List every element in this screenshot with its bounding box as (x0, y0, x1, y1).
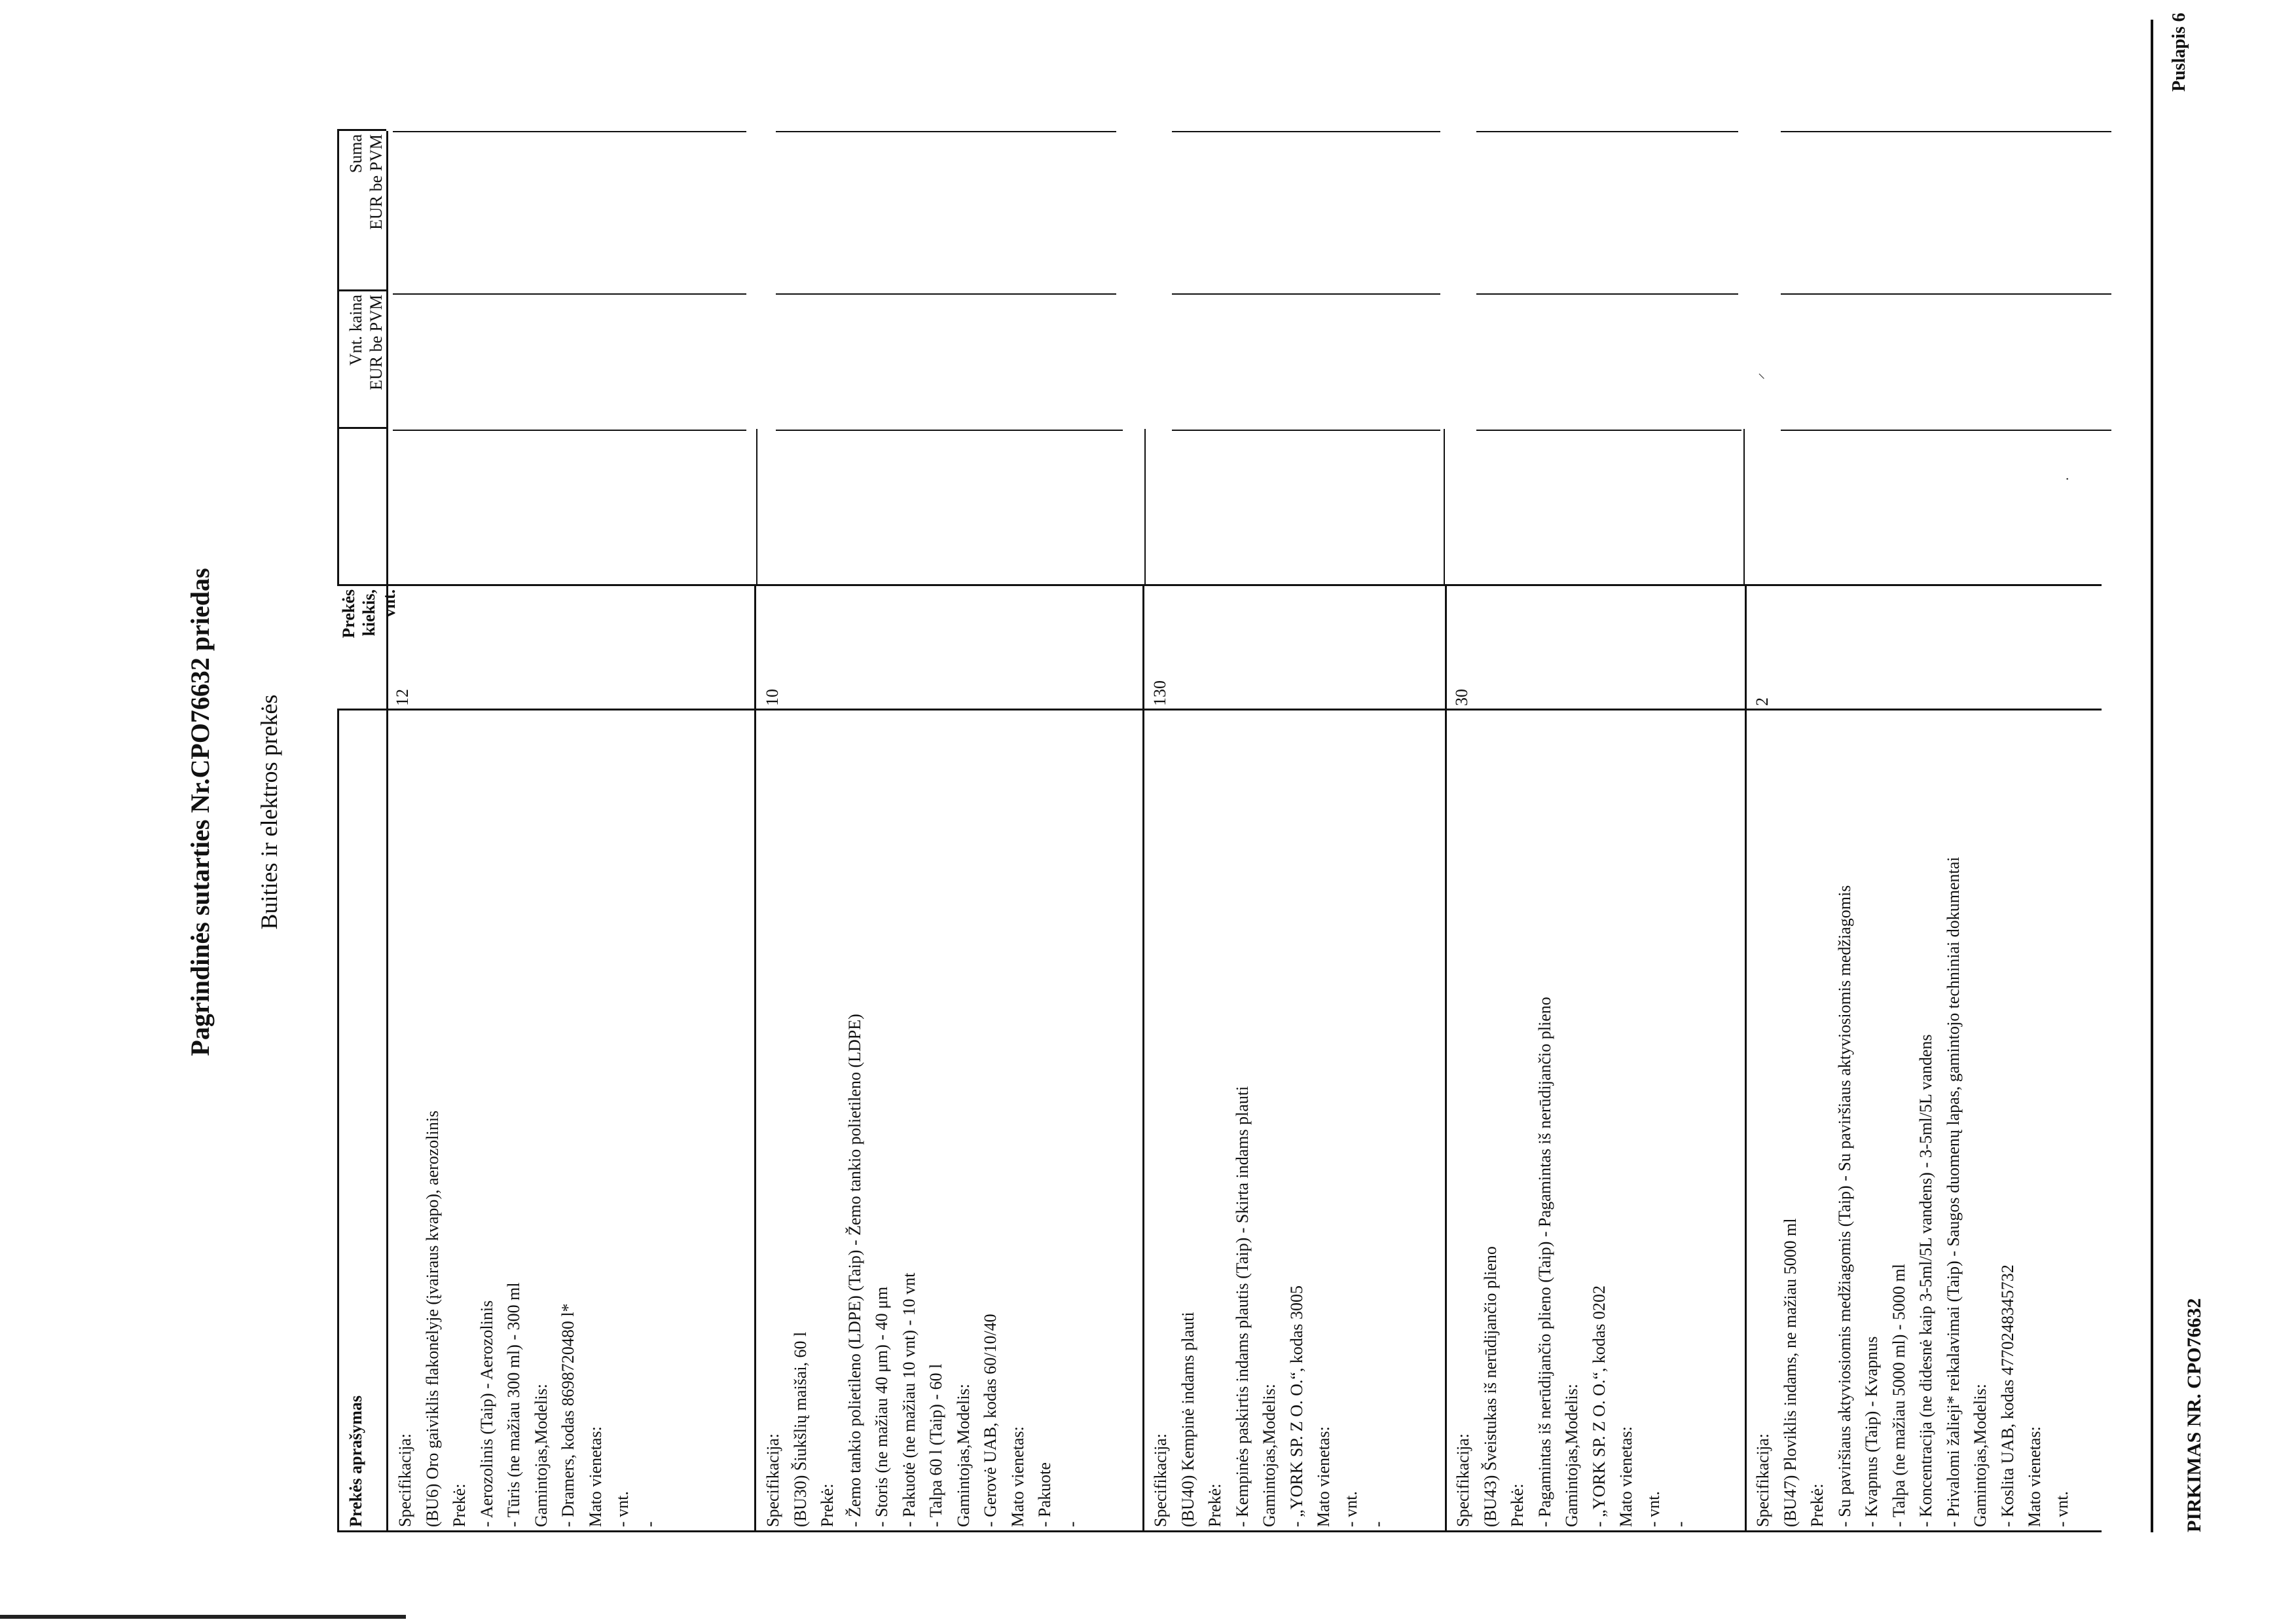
sum-column-right-border-header (337, 129, 386, 131)
price-writein-line-1 (393, 430, 746, 431)
row4-line: Gamintojas,Modelis: (1562, 1384, 1581, 1527)
row1-line: - Tūris (ne mažiau 300 ml) - 300 ml (504, 1282, 523, 1527)
table-row-description (759, 1014, 1085, 1527)
total-writein-line-5 (1781, 131, 2111, 132)
price-writein-line-4 (1476, 430, 1741, 431)
row4-line: - Pagamintas iš nerūdijančio plieno (Taip) - Pagamintas iš nerūdijančio plieno (1535, 997, 1554, 1527)
pen-mark: · (2059, 476, 2075, 481)
table-row-description (1749, 857, 2075, 1527)
row5-line: - Privalomi žalieji* reikalavimai (Taip) - Saugos duomenų lapas, gamintojo techniniai dokumentai (1943, 857, 1963, 1527)
row5-line: Mato vienetas: (2025, 1426, 2044, 1527)
header-bottom-border (386, 131, 388, 1532)
header-unit-price-line-2: EUR be PVM (367, 295, 386, 390)
price-writein-line-3 (1172, 430, 1440, 431)
row2-line: Specifikacija: (763, 1433, 782, 1527)
row5-line: - vnt. (2052, 1491, 2071, 1527)
footer-purchase-number: PIRKIMAS NR. CPO76632 (2183, 1298, 2205, 1532)
header-sum-line-2: EUR be PVM (367, 134, 386, 230)
row2-line: - Storis (ne mažiau 40 μm) - 40 μm (872, 1286, 891, 1527)
row2-line: - Gerovė UAB, kodas 60/10/40 (981, 1314, 1000, 1527)
row-divider-3 (1445, 586, 1447, 1532)
row1-line: Prekė: (450, 1483, 469, 1527)
row3-line: - Kempinės paskirtis indams plautis (Taip) - Skirta indams plauti (1232, 1086, 1252, 1527)
table-left-border (337, 1530, 2102, 1532)
row4-line: - „YORK SP. Z O. O.“, kodas 0202 (1589, 1285, 1609, 1527)
sum-writein-line-4 (1476, 293, 1738, 295)
row4-line: Specifikacija: (1453, 1433, 1472, 1527)
row4-price-divider (1743, 429, 1745, 586)
quantity-column-divider (337, 584, 2102, 586)
row5-line: - Koncentracija (ne didesnė kaip 3-5ml/5L vandens) - 3-5ml/5L vandens (1916, 1034, 1935, 1527)
row2-line: (BU30) Šiukšlių maišai, 60 l (790, 1331, 810, 1527)
price-writein-line-2 (776, 430, 1123, 431)
row2-line: Prekė: (818, 1483, 837, 1527)
row3-line: (BU40) Kempinė indams plauti (1178, 1312, 1197, 1527)
row3-line: - vnt. (1341, 1491, 1360, 1527)
row-divider-1 (754, 586, 756, 1532)
sum-writein-line-3 (1172, 293, 1440, 295)
row1-quantity: 12 (393, 689, 412, 706)
row2-line: - Žemo tankio polietileno (LDPE) (Taip) - Žemo tankio polietileno (LDPE) (845, 1014, 864, 1527)
total-writein-line-4 (1476, 131, 1738, 132)
table-row-description (392, 1111, 663, 1527)
sum-writein-line-5 (1781, 293, 2111, 295)
header-unit-price (346, 295, 386, 426)
row1-line: (BU6) Oro gaiviklis flakonėlyje (įvairaus kvapo), aerozolinis (422, 1110, 442, 1527)
row5-line: Specifikacija: (1753, 1433, 1772, 1527)
total-writein-line-3 (1172, 131, 1440, 132)
row1-line: - vnt. (613, 1491, 632, 1527)
row4-line: Prekė: (1508, 1483, 1527, 1527)
row2-line: Gamintojas,Modelis: (953, 1384, 973, 1527)
table-row-description (1147, 1086, 1392, 1527)
row1-price-divider (756, 429, 757, 586)
header-quantity-line-2: kiekis, (359, 589, 378, 637)
row4-quantity: 30 (1452, 689, 1471, 706)
sum-writein-line-1 (393, 293, 746, 295)
row5-line: - Su paviršiaus aktyviosiomis medžiagomis (Taip) - Su paviršiaus aktyviosiomis medžiagomis (1834, 885, 1854, 1527)
total-writein-line-1 (393, 131, 746, 132)
row1-line: Specifikacija: (395, 1433, 414, 1527)
row2-line: - Talpa 60 l (Taip) - 60 l (926, 1363, 945, 1527)
row3-quantity: 130 (1150, 680, 1169, 706)
price-sum-divider-header (337, 289, 386, 291)
header-unit-price-line-1: Vnt. kaina (346, 295, 365, 366)
description-column-divider (337, 709, 2102, 710)
row-divider-4 (1745, 586, 1747, 1532)
row5-line: Prekė: (1808, 1483, 1827, 1527)
footer-page-number: Puslapis 6 (2169, 12, 2189, 92)
row1-line: - Aerozolinis (Taip) - Aerozolinis (477, 1300, 496, 1527)
row4-line: - vnt. (1643, 1491, 1663, 1527)
footer-rule (2151, 20, 2153, 1532)
row1-line: Mato vienetas: (585, 1426, 605, 1527)
row4-line: - (1671, 1521, 1690, 1527)
row-divider-2 (1142, 586, 1144, 1532)
header-quantity-line-3: vnt. (380, 589, 399, 618)
row5-line: - Koslita UAB, kodas 4770248345732 (1997, 1264, 2017, 1527)
table-top-border (337, 710, 339, 1532)
row5-line: (BU47) Ploviklis indams, ne mažiau 5000 ml (1780, 1218, 1800, 1527)
row3-price-divider (1444, 429, 1445, 586)
row1-line: Gamintojas,Modelis: (531, 1384, 551, 1527)
row2-price-divider (1144, 429, 1146, 586)
row5-line: - Talpa (ne mažiau 5000 ml) - 5000 ml (1889, 1263, 1908, 1527)
row5-quantity: 2 (1753, 697, 1772, 706)
total-writein-line-2 (776, 131, 1116, 132)
row3-line: Prekė: (1205, 1483, 1224, 1527)
header-sum-line-1: Suma (346, 134, 365, 174)
price-column-right-border-header (337, 427, 386, 429)
header-quantity-line-1: Prekės (339, 589, 358, 638)
row3-line: Specifikacija: (1151, 1433, 1170, 1527)
sum-writein-line-2 (776, 293, 1116, 295)
row5-line: Gamintojas,Modelis: (1971, 1384, 1990, 1527)
header-sum (346, 134, 386, 288)
row3-line: - (1368, 1521, 1387, 1527)
row4-line: Mato vienetas: (1616, 1426, 1635, 1527)
row2-line: - Pakuotė (ne mažiau 10 vnt) - 10 vnt (899, 1272, 919, 1527)
row1-line: - Dramers, kodas 8698720480 l* (558, 1303, 577, 1527)
row2-line: Mato vienetas: (1008, 1426, 1027, 1527)
row3-line: Gamintojas,Modelis: (1260, 1384, 1279, 1527)
row3-line: Mato vienetas: (1314, 1426, 1333, 1527)
table-row-description (1449, 997, 1694, 1527)
document-title: Pagrindinės sutarties Nr.CPO76632 priedas (185, 568, 215, 1056)
header-quantity (338, 589, 399, 707)
row3-line: - „YORK SP. Z O. O.“, kodas 3005 (1286, 1285, 1306, 1527)
row2-line: - Pakuote (1035, 1462, 1054, 1527)
price-header-top (337, 131, 339, 586)
pen-mark: ⸝ (1750, 372, 1766, 380)
price-writein-line-5 (1781, 430, 2111, 431)
row5-line: - Kvapnus (Taip) - Kvapnus (1862, 1336, 1881, 1527)
header-description: Prekės aprašymas (346, 1395, 365, 1527)
row4-line: (BU43) Šveistukas iš nerūdijančio plieno (1480, 1246, 1500, 1527)
row1-line: - (640, 1521, 659, 1527)
row2-line: - (1062, 1521, 1082, 1527)
row2-quantity: 10 (763, 689, 782, 706)
document-subtitle: Buities ir elektros prekės (256, 694, 282, 930)
